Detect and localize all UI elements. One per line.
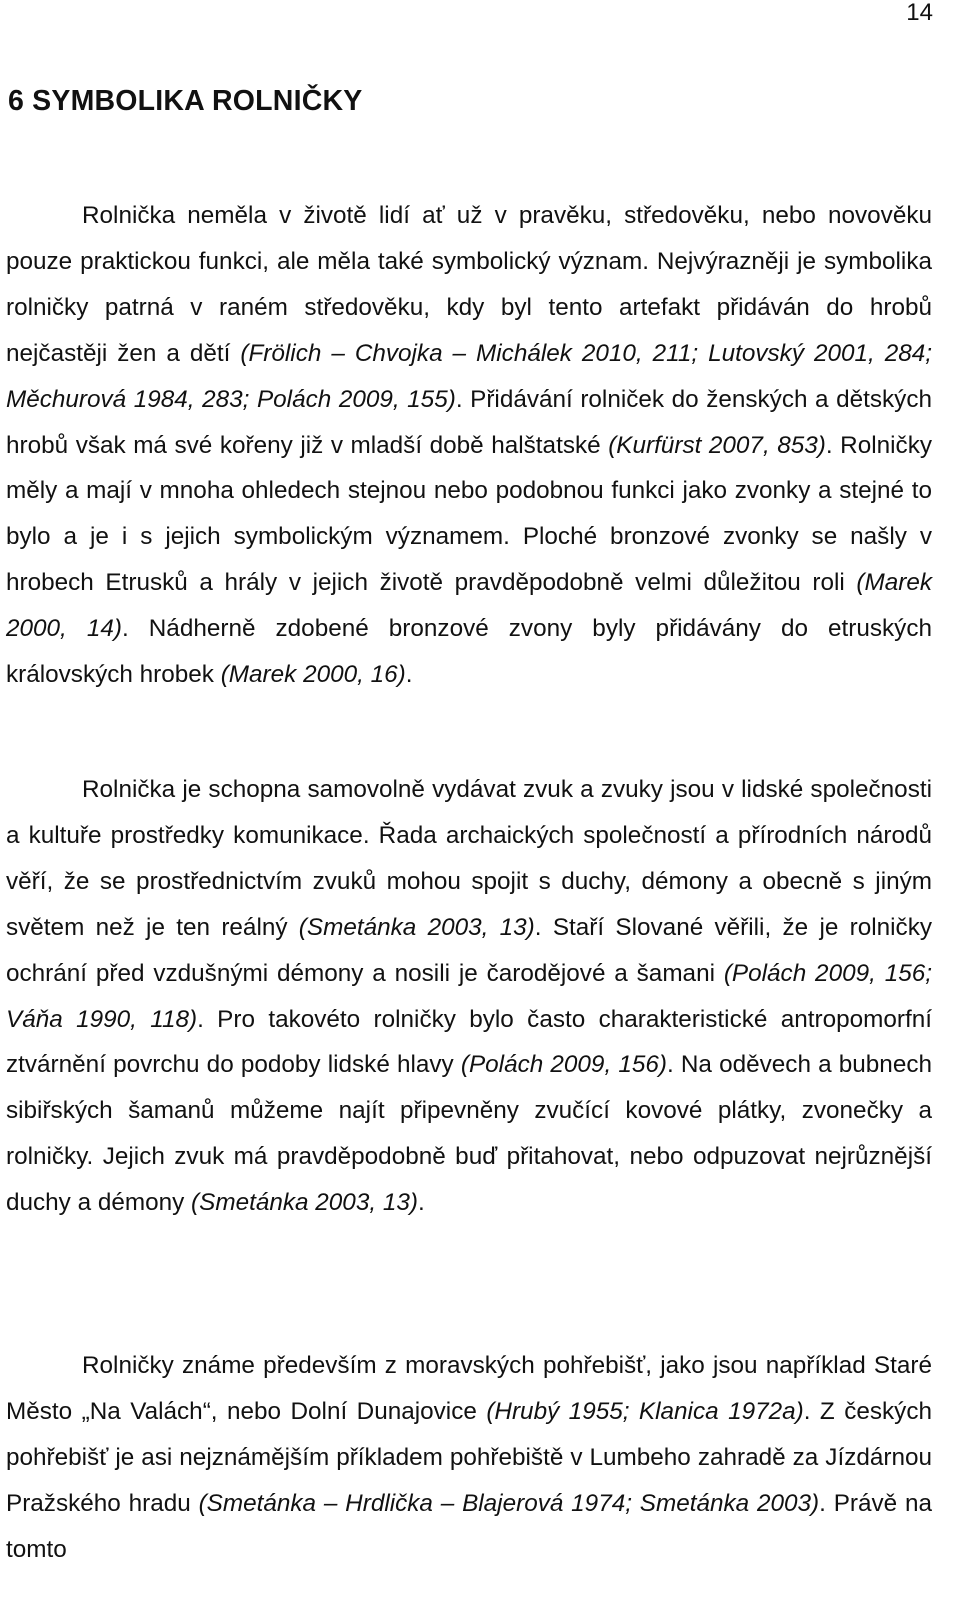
paragraph [6,193,932,698]
chapter-title: 6 SYMBOLIKA ROLNIČKY [8,85,363,117]
citation: (Smetánka 2003, 13) [191,1189,418,1217]
citation: (Marek 2000, 14) [6,569,932,643]
text-run: Rolničky známe především z moravských pohřebišť, jako jsou například Staré Město „Na Valách“, nebo Dolní Dunajovice [6,1352,932,1425]
text-run: . Na oděvech a bubnech sibiřských šamanů můžeme najít připevněny zvučící kovové plátky, zvonečky a rolničky. Jejich zvuk má pravděpodobně buď přitahovat, nebo odpuzovat nejrůznější duchy a démony [6,1051,932,1217]
paragraph [6,1343,932,1573]
text-run: . Staří Slované věřili, že je rolničky ochrání před vzdušnými démony a nosili je čarodějové a šamani [6,913,932,987]
text-run: . [405,661,413,689]
citation: (Kurfürst 2007, 853) [608,431,826,459]
text-run: . [417,1189,425,1217]
text-run: . Přidávání rolniček do ženských a dětských hrobů však má své kořeny již v mladší době halštatské [6,385,932,459]
citation: (Smetánka – Hrdlička – Blajerová 1974; Smetánka 2003) [198,1489,820,1517]
text-run: . Pro takovéto rolničky bylo často charakteristické antropomorfní ztvárnění povrchu do podoby lidské hlavy [6,1005,932,1079]
text-run: . Rolničky měly a mají v mnoha ohledech stejnou nebo podobnou funkci jako zvonky a stejné to bylo a je i s jejich symbolickým významem. Ploché bronzové zvonky se našly v hrobech Etrusků a hrály v jejich životě pravděpodobně velmi důležitou roli [6,431,932,597]
text-run: . Právě na tomto [6,1489,933,1563]
page-number: 14 [906,0,933,26]
citation: (Polách 2009, 156; Váňa 1990, 118) [6,959,932,1033]
citation: (Polách 2009, 156) [460,1051,667,1079]
text-run: Rolnička neměla v životě lidí ať už v pravěku, středověku, nebo novověku pouze praktickou funkci, ale měla také symbolický význam. Nejvýrazněji je symbolika rolničky patrná v raném středověku, kdy byl tento artefakt přidáván do hrobů nejčastěji žen a dětí [6,202,932,367]
citation: (Hrubý 1955; Klanica 1972a) [486,1397,804,1425]
citation: (Smetánka 2003, 13) [298,913,535,941]
text-run: . Nádherně zdobené bronzové zvony byly přidávány do etruských královských hrobek [6,615,932,689]
citation: (Marek 2000, 16) [220,661,406,689]
text-run: . Z českých pohřebišť je asi nejznámějším příkladem pohřebiště v Lumbeho zahradě za Jízdárnou Pražského hradu [6,1397,932,1517]
paragraph [6,767,932,1226]
citation: (Frölich – Chvojka – Michálek 2010, 211; Lutovský 2001, 284; Měchurová 1984, 283; Polách 2009, 155) [6,339,932,413]
text-run: Rolnička je schopna samovolně vydávat zvuk a zvuky jsou v lidské společnosti a kultuře prostředky komunikace. Řada archaických společností a přírodních národů věří, že se prostřednictvím zvuků mohou spojit s duchy, démony a obecně s jiným světem než je ten reálný [6,776,932,941]
